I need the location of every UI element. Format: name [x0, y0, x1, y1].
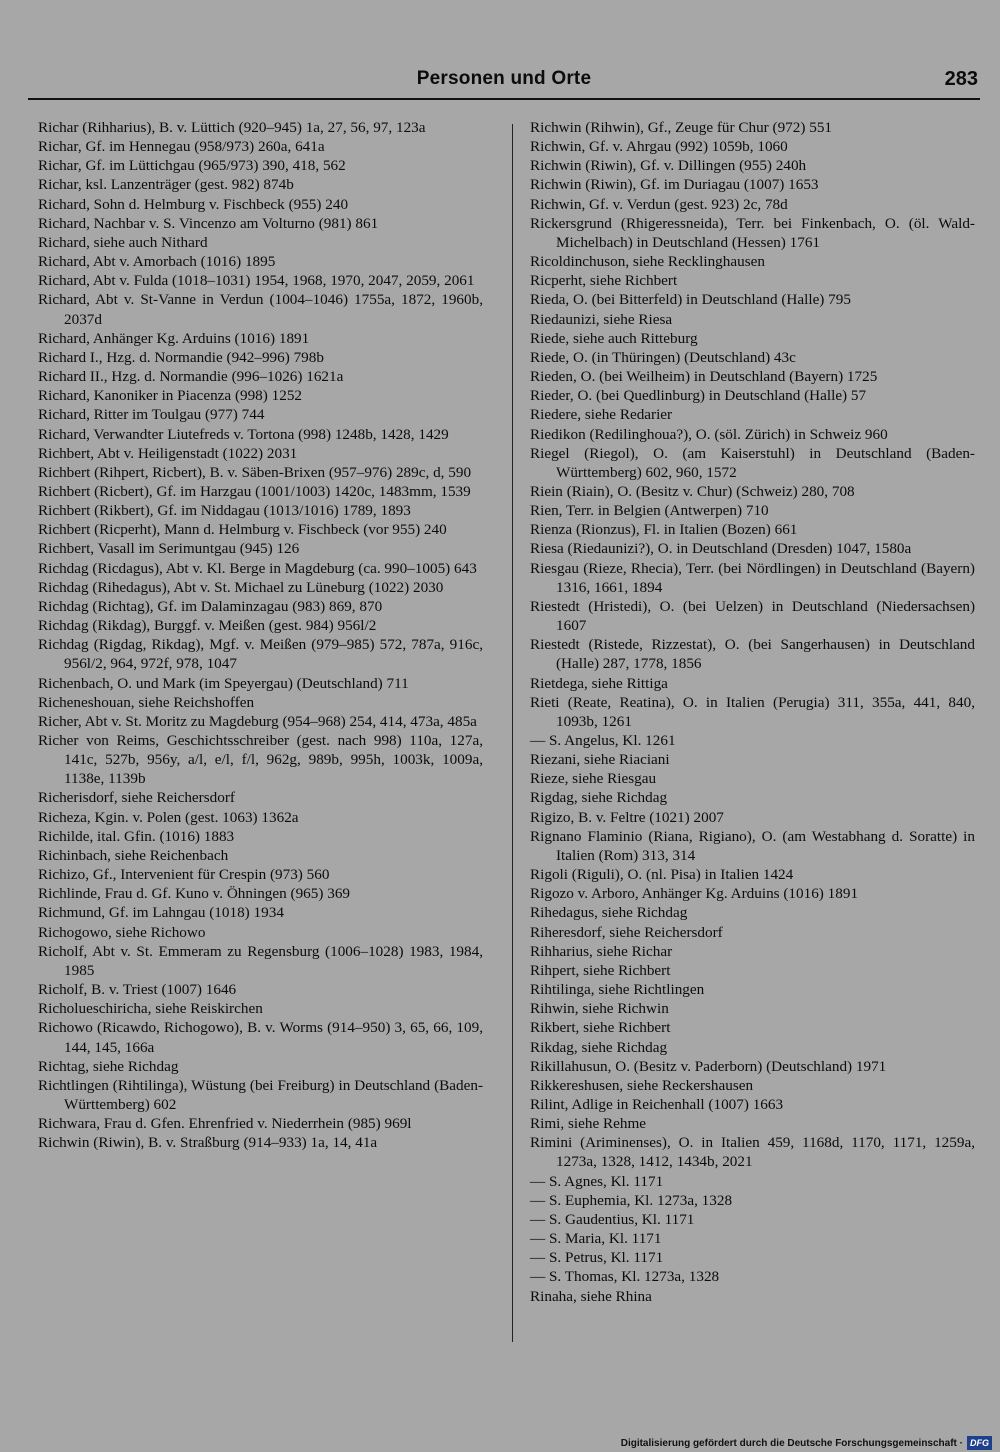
index-entry: Rigdag, siehe Richdag — [530, 789, 668, 807]
page-number: 283 — [944, 68, 978, 90]
index-entry: Rihpert, siehe Richbert — [530, 961, 671, 979]
index-entry: Richard II., Hzg. d. Normandie (996–1026) 1621a — [38, 368, 344, 386]
index-entry: Rieden, O. (bei Weilheim) in Deutschland (Bayern) 1725 — [530, 368, 878, 386]
index-entry: Richdag (Rigdag, Rikdag), Mgf. v. Meißen (979–985) 572, 787a, 916c, 956l/2, 964, 972f, 978, 1047 — [38, 636, 483, 673]
index-entry: Richbert, Vasall im Serimuntgau (945) 126 — [38, 540, 300, 558]
index-entry: Riezani, siehe Riaciani — [530, 751, 670, 769]
index-entry: Riesa (Riedaunizi?), O. in Deutschland (Dresden) 1047, 1580a — [530, 540, 912, 558]
index-entry: Rikillahusun, O. (Besitz v. Paderborn) (Deutschland) 1971 — [530, 1057, 887, 1075]
index-entry: Richolf, B. v. Triest (1007) 1646 — [38, 981, 237, 999]
index-entry: Richwin (Riwin), Gf. v. Dillingen (955) 240h — [530, 157, 807, 175]
index-entry: Richard, siehe auch Nithard — [38, 233, 208, 251]
index-entry: Richolueschiricha, siehe Reiskirchen — [38, 1000, 263, 1018]
index-entry: — S. Gaudentius, Kl. 1171 — [530, 1210, 695, 1228]
index-entry: Richbert (Ricperht), Mann d. Helmburg v. Fischbeck (vor 955) 240 — [38, 521, 447, 539]
index-entry: Ricperht, siehe Richbert — [530, 272, 678, 290]
index-entry: Riestedt (Ristede, Rizzestat), O. (bei Sangerhausen) in Deutschland (Halle) 287, 1778, 1856 — [530, 636, 975, 673]
index-entry: Richenbach, O. und Mark (im Speyergau) (Deutschland) 711 — [38, 674, 409, 692]
index-entry: Richbert (Rihpert, Ricbert), B. v. Säben-Brixen (957–976) 289c, d, 590 — [38, 463, 472, 481]
index-entry: — S. Maria, Kl. 1171 — [530, 1230, 662, 1248]
running-title: Personen und Orte — [416, 68, 592, 89]
index-entry: Richbert (Rikbert), Gf. im Niddagau (1013/1016) 1789, 1893 — [38, 502, 411, 520]
index-entry: Richdag (Rikdag), Burggf. v. Meißen (gest. 984) 956l/2 — [38, 617, 377, 635]
index-entry: Richwara, Frau d. Gfen. Ehrenfried v. Niederrhein (985) 969l — [38, 1115, 412, 1133]
index-entry: Rihwin, siehe Richwin — [530, 1000, 669, 1018]
index-entry: Rietdega, siehe Rittiga — [530, 674, 668, 692]
index-entry: Richard, Abt v. Amorbach (1016) 1895 — [38, 253, 276, 271]
index-entry: Richar, ksl. Lanzenträger (gest. 982) 874b — [38, 176, 294, 194]
index-entry: Rignano Flaminio (Riana, Rigiano), O. (am Westabhang d. Soratte) in Italien (Rom) 313, 314 — [530, 827, 975, 864]
index-entry: Richerisdorf, siehe Reichersdorf — [38, 789, 235, 807]
index-entry: Richowo (Ricawdo, Richogowo), B. v. Worms (914–950) 3, 65, 66, 109, 144, 145, 166a — [38, 1019, 483, 1056]
index-entry: Rigozo v. Arboro, Anhänger Kg. Arduins (1016) 1891 — [530, 885, 859, 903]
index-entry: Rickersgrund (Rhigeressneida), Terr. bei Finkenbach, O. (öl. Wald-Michelbach) in Deutschland (Hessen) 1761 — [530, 214, 975, 251]
index-entry: Riede, siehe auch Ritteburg — [530, 329, 698, 347]
index-entry: Richwin, Gf. v. Verdun (gest. 923) 2c, 78d — [530, 195, 788, 213]
index-entry: Richeneshouan, siehe Reichshoffen — [38, 693, 255, 711]
index-entry: — S. Thomas, Kl. 1273a, 1328 — [530, 1268, 720, 1286]
index-entry: Rienza (Rionzus), Fl. in Italien (Bozen) 661 — [530, 521, 798, 539]
funding-notice: Digitalisierung gefördert durch die Deutsche Forschungsgemeinschaft · — [620, 1437, 963, 1449]
index-entry: Richard, Verwandter Liutefreds v. Tortona (998) 1248b, 1428, 1429 — [38, 425, 449, 443]
index-entry: Richard, Sohn d. Helmburg v. Fischbeck (955) 240 — [38, 195, 349, 213]
index-entry: Richbert, Abt v. Heiligenstadt (1022) 2031 — [38, 444, 298, 462]
index-entry: Rieti (Reate, Reatina), O. in Italien (Perugia) 311, 355a, 441, 840, 1093b, 1261 — [530, 693, 975, 730]
index-entry: Rikkereshusen, siehe Reckershausen — [530, 1076, 754, 1094]
index-entry: Riein (Riain), O. (Besitz v. Chur) (Schweiz) 280, 708 — [530, 482, 855, 500]
index-entry: Richtlingen (Rihtilinga), Wüstung (bei Freiburg) in Deutschland (Baden-Württemberg) 602 — [38, 1076, 483, 1113]
index-entry: Riedikon (Redilinghoua?), O. (söl. Zürich) in Schweiz 960 — [530, 425, 888, 443]
index-entry: Richard, Nachbar v. S. Vincenzo am Volturno (981) 861 — [38, 214, 379, 232]
index-entry: Richar, Gf. im Lüttichgau (965/973) 390, 418, 562 — [38, 157, 346, 175]
index-entry: Richar, Gf. im Hennegau (958/973) 260a, 641a — [38, 138, 325, 156]
index-entry: Richdag (Ricdagus), Abt v. Kl. Berge in Magdeburg (ca. 990–1005) 643 — [38, 559, 477, 577]
index-entry: Richwin (Riwin), Gf. im Duriagau (1007) 1653 — [530, 176, 819, 194]
index-entry: — S. Angelus, Kl. 1261 — [530, 732, 676, 749]
index-entry: Richard, Ritter im Toulgau (977) 744 — [38, 406, 265, 424]
index-entry: Riestedt (Hristedi), O. (bei Uelzen) in Deutschland (Niedersachsen) 1607 — [530, 597, 975, 635]
index-entry: Rikbert, siehe Richbert — [530, 1019, 671, 1037]
index-entry: Rieda, O. (bei Bitterfeld) in Deutschland (Halle) 795 — [530, 291, 851, 309]
index-entry: Rien, Terr. in Belgien (Antwerpen) 710 — [530, 502, 769, 520]
index-entry: Richard, Abt v. St-Vanne in Verdun (1004–1046) 1755a, 1872, 1960b, 2037d — [38, 291, 483, 328]
index-entry: Riedaunizi, siehe Riesa — [530, 310, 673, 328]
index-entry: Rieze, siehe Riesgau — [530, 770, 657, 788]
index-entry: Richwin (Riwin), B. v. Straßburg (914–933) 1a, 14, 41a — [38, 1134, 378, 1152]
index-entry: Rimini (Ariminenses), O. in Italien 459, 1168d, 1170, 1171, 1259a, 1273a, 1328, 1412, 1434b, 2021 — [530, 1134, 975, 1171]
index-entry: Rieder, O. (bei Quedlinburg) in Deutschland (Halle) 57 — [530, 387, 867, 405]
index-entry: Richar (Rihharius), B. v. Lüttich (920–945) 1a, 27, 56, 97, 123a — [38, 119, 426, 136]
index-entry: — S. Euphemia, Kl. 1273a, 1328 — [530, 1191, 733, 1209]
index-entry: Richolf, Abt v. St. Emmeram zu Regensburg (1006–1028) 1983, 1984, 1985 — [38, 942, 483, 979]
index-entry: Richtag, siehe Richdag — [38, 1057, 179, 1075]
column-divider — [512, 124, 513, 1342]
index-entry: Riedere, siehe Redarier — [530, 406, 673, 424]
dfg-logo: DFG — [967, 1436, 992, 1450]
index-entry: Richlinde, Frau d. Gf. Kuno v. Öhningen (965) 369 — [38, 885, 351, 903]
index-entry: Riesgau (Rieze, Rhecia), Terr. (bei Nördlingen) in Deutschland (Bayern) 1316, 1661, 1894 — [530, 559, 975, 596]
index-entry: Richwin, Gf. v. Ahrgau (992) 1059b, 1060 — [530, 138, 788, 156]
index-entry: Richilde, ital. Gfin. (1016) 1883 — [38, 827, 235, 845]
index-entry: Rigizo, B. v. Feltre (1021) 2007 — [530, 808, 724, 826]
index-entry: Rimi, siehe Rehme — [530, 1115, 646, 1133]
right-column — [530, 118, 975, 1306]
footer — [621, 1435, 992, 1451]
left-column — [38, 118, 483, 1152]
index-entry: Riegel (Riegol), O. (am Kaiserstuhl) in Deutschland (Baden-Württemberg) 602, 960, 1572 — [530, 444, 975, 481]
index-entry: — S. Agnes, Kl. 1171 — [530, 1172, 664, 1190]
index-entry: Richard I., Hzg. d. Normandie (942–996) 798b — [38, 348, 324, 366]
index-entry: Richer von Reims, Geschichtsschreiber (gest. nach 998) 110a, 127a, 141c, 527b, 956y, a/l, e/l, f/l, 962g, 989b, 995h, 1003k, 1009a, 1138e, 1139b — [38, 732, 483, 788]
index-entry: Richizo, Gf., Intervenient für Crespin (973) 560 — [38, 866, 330, 884]
index-entry: Richard, Kanoniker in Piacenza (998) 1252 — [38, 387, 303, 405]
index-entry: Rihharius, siehe Richar — [530, 942, 673, 960]
index-entry: Richmund, Gf. im Lahngau (1018) 1934 — [38, 904, 284, 922]
index-entry: — S. Petrus, Kl. 1171 — [530, 1249, 664, 1267]
index-entry: Richwin (Rihwin), Gf., Zeuge für Chur (972) 551 — [530, 119, 833, 136]
index-entry: Riede, O. (in Thüringen) (Deutschland) 43c — [530, 348, 796, 366]
index-entry: Richard, Abt v. Fulda (1018–1031) 1954, 1968, 1970, 2047, 2059, 2061 — [38, 272, 475, 290]
index-entry: Richbert (Ricbert), Gf. im Harzgau (1001/1003) 1420c, 1483mm, 1539 — [38, 482, 471, 500]
index-entry: Rinaha, siehe Rhina — [530, 1287, 652, 1305]
index-entry: Rigoli (Riguli), O. (nl. Pisa) in Italien 1424 — [530, 866, 794, 884]
index-entry: Richard, Anhänger Kg. Arduins (1016) 1891 — [38, 329, 310, 347]
page-header — [28, 62, 980, 100]
index-entry: Richer, Abt v. St. Moritz zu Magdeburg (954–968) 254, 414, 473a, 485a — [38, 712, 477, 730]
index-entry: Rikdag, siehe Richdag — [530, 1038, 668, 1056]
index-entry: Richogowo, siehe Richowo — [38, 923, 206, 941]
index-entry: Rihtilinga, siehe Richtlingen — [530, 981, 705, 999]
index-entry: Richinbach, siehe Reichenbach — [38, 846, 229, 864]
index-entry: Ricoldinchuson, siehe Recklinghausen — [530, 253, 765, 271]
index-entry: Richdag (Rihedagus), Abt v. St. Michael zu Lüneburg (1022) 2030 — [38, 578, 444, 596]
index-entry: Riheresdorf, siehe Reichersdorf — [530, 923, 723, 941]
index-entry: Rihedagus, siehe Richdag — [530, 904, 688, 922]
index-entry: Richeza, Kgin. v. Polen (gest. 1063) 1362a — [38, 808, 299, 826]
index-entry: Richdag (Richtag), Gf. im Dalaminzagau (983) 869, 870 — [38, 597, 383, 615]
index-entry: Rilint, Adlige in Reichenhall (1007) 1663 — [530, 1095, 784, 1113]
